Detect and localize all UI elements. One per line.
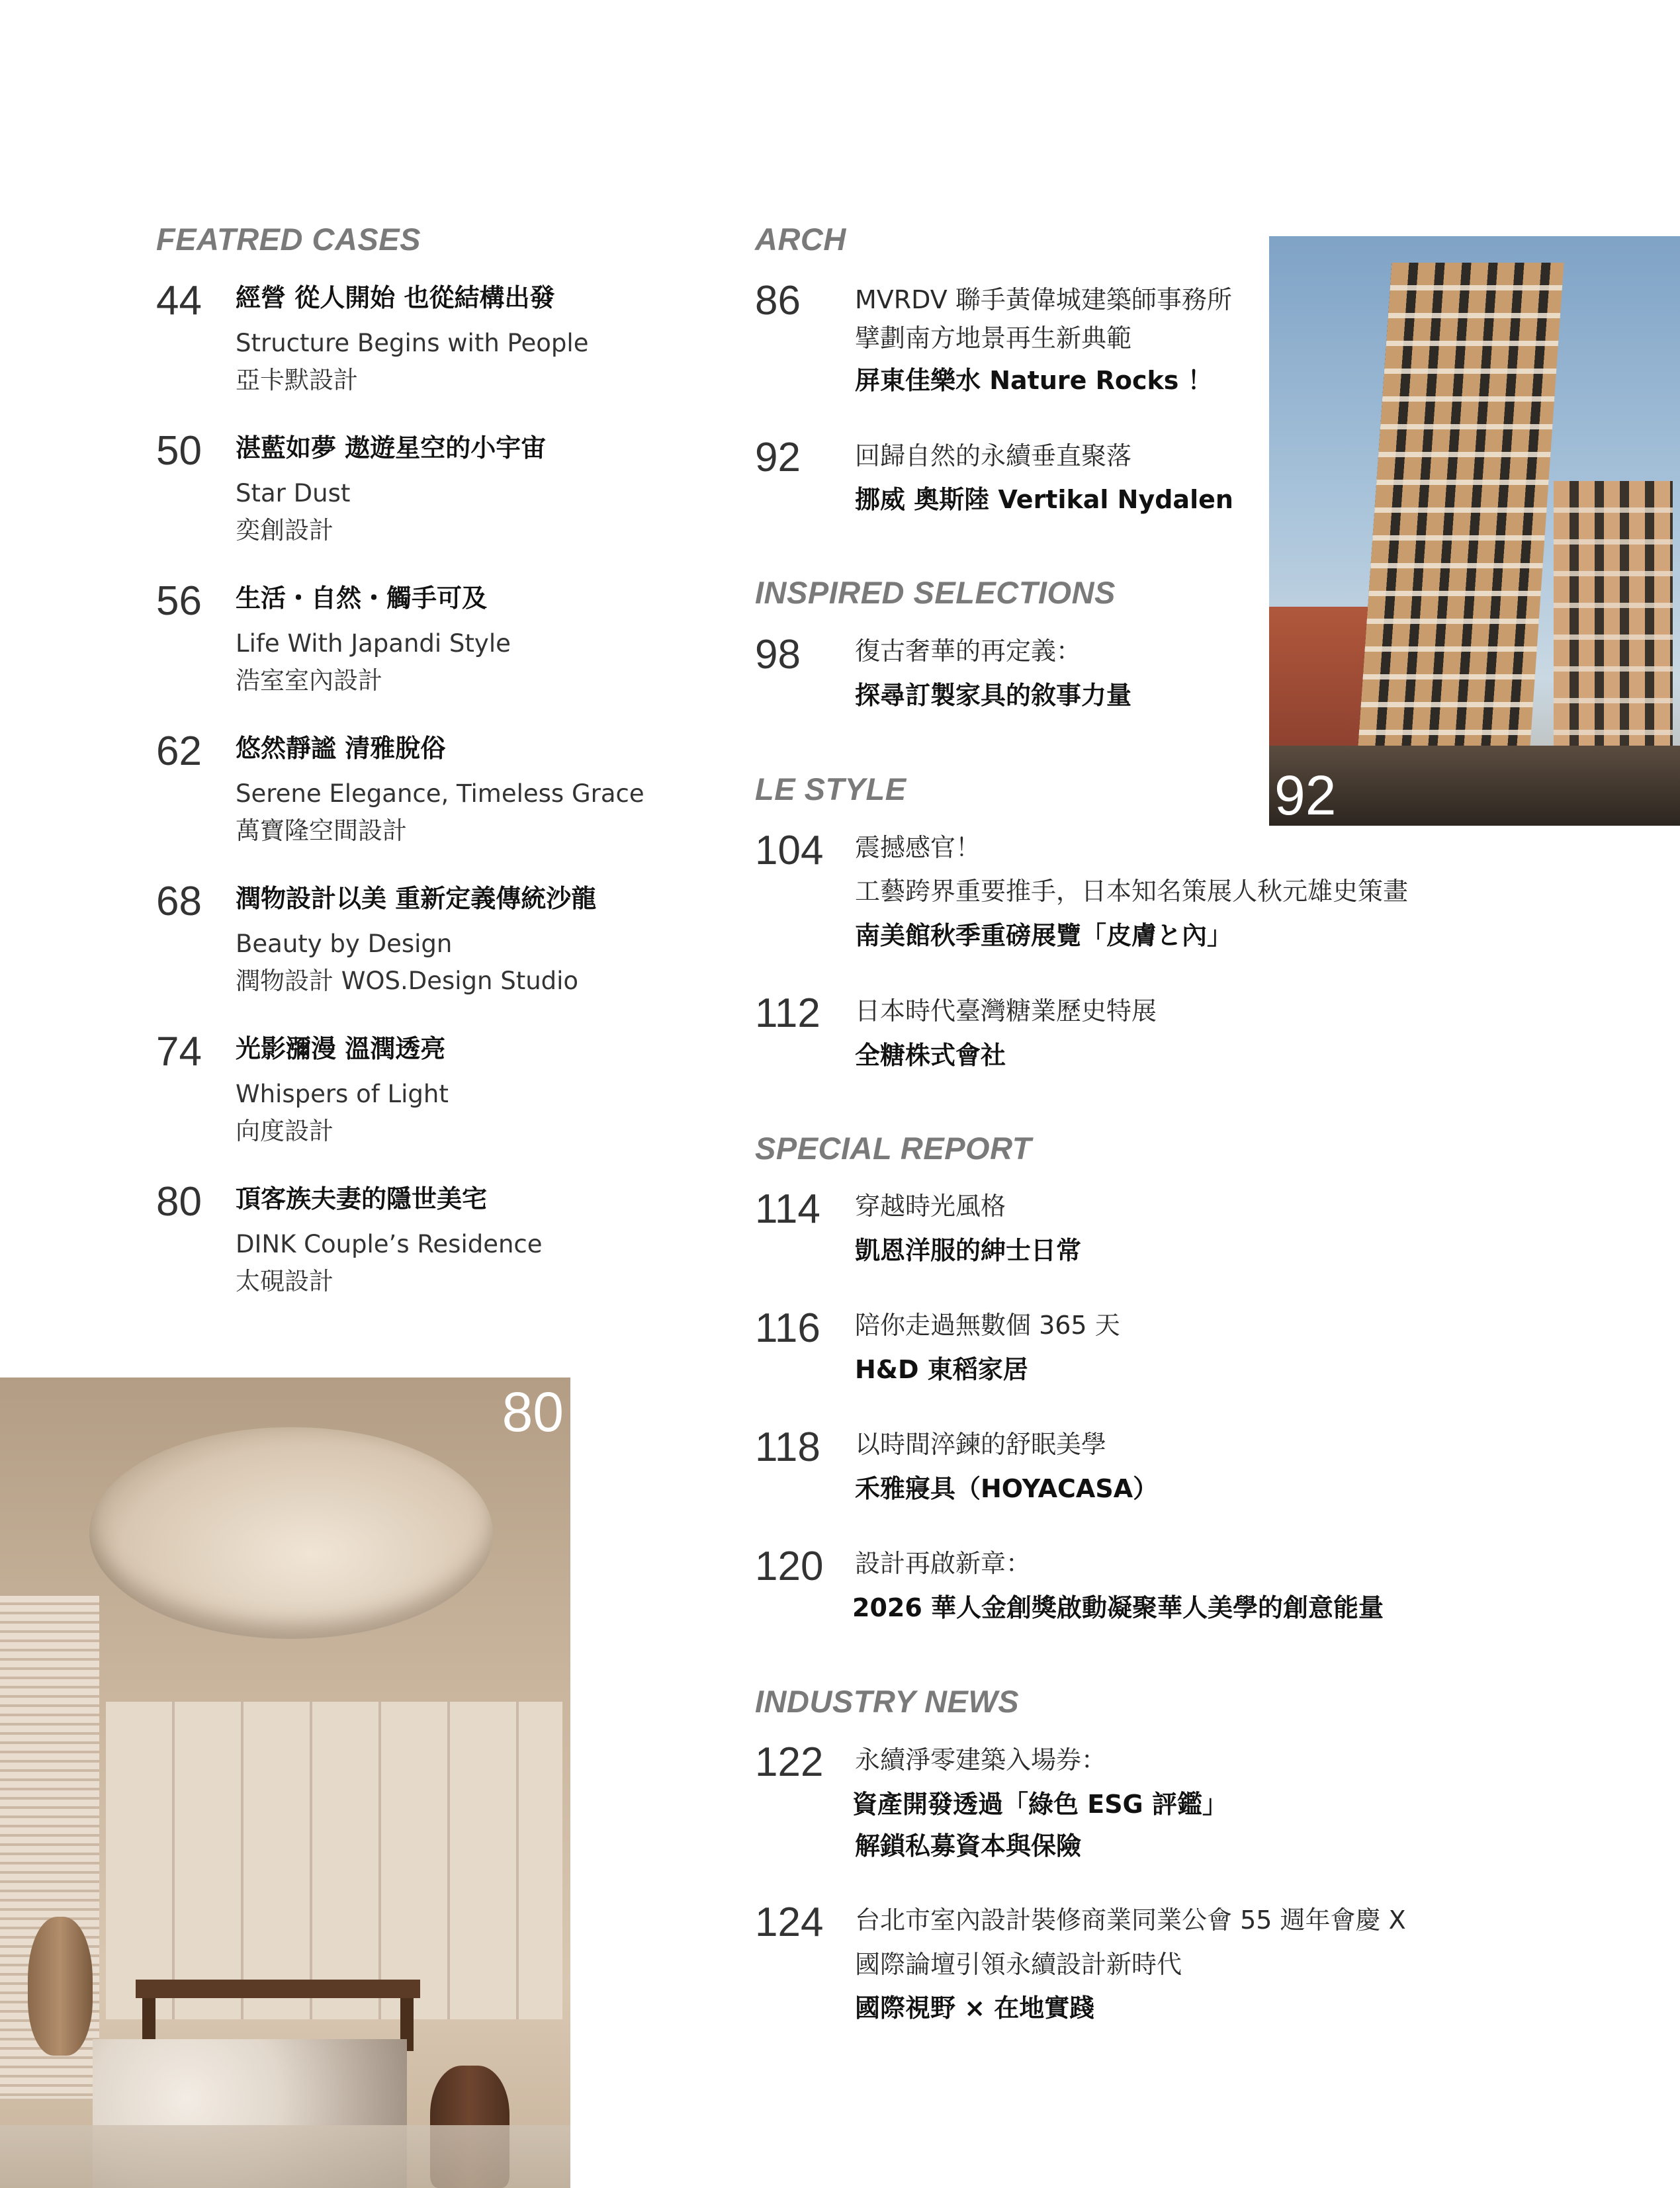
featured-en-62: Serene Elegance, Timeless Grace	[236, 779, 644, 808]
featured-studio-56: 浩室室內設計	[236, 666, 382, 695]
interior-photo	[0, 1378, 570, 2188]
featured-studio-80: 太硯設計	[236, 1267, 333, 1295]
section-industry-title: INDUSTRY NEWS	[755, 1684, 1020, 1719]
arch-92-line1[interactable]: 回歸自然的永續垂直聚落	[855, 441, 1132, 470]
special-114-line2: 凱恩洋服的紳士日常	[855, 1236, 1082, 1265]
featured-en-44: Structure Begins with People	[236, 329, 589, 357]
industry-124-line2: 國際論壇引領永續設計新時代	[855, 1950, 1182, 1979]
featured-en-56: Life With Japandi Style	[236, 629, 511, 658]
featured-studio-50: 奕創設計	[236, 516, 333, 545]
section-arch-title: ARCH	[755, 222, 846, 257]
featured-page-50[interactable]: 50	[156, 428, 202, 474]
industry-page-122[interactable]: 122	[755, 1739, 824, 1785]
special-page-116[interactable]: 116	[755, 1305, 820, 1351]
featured-page-62[interactable]: 62	[156, 728, 202, 774]
inspired-98-line2: 探尋訂製家具的敘事力量	[855, 681, 1132, 710]
lestyle-page-104[interactable]: 104	[755, 828, 824, 873]
featured-en-80: DINK Couple’s Residence	[236, 1230, 543, 1258]
special-page-120[interactable]: 120	[755, 1544, 824, 1589]
lestyle-page-112[interactable]: 112	[755, 990, 820, 1036]
arch-page-92[interactable]: 92	[755, 435, 801, 480]
interior-photo-page-badge: 80	[502, 1381, 564, 1443]
section-inspired-title: INSPIRED SELECTIONS	[755, 575, 1116, 610]
industry-122-line1[interactable]: 永續淨零建築入場券：	[855, 1745, 1107, 1774]
inspired-98-line1[interactable]: 復古奢華的再定義：	[855, 636, 1082, 666]
featured-studio-62: 萬寶隆空間設計	[236, 816, 407, 845]
special-116-line2: H&D 東稻家居	[855, 1355, 1028, 1384]
industry-124-line3: 國際視野 × 在地實踐	[855, 1993, 1095, 2023]
lestyle-104-line2: 工藝跨界重要推手，日本知名策展人秋元雄史策畫	[855, 877, 1409, 906]
special-116-line1[interactable]: 陪你走過無數個 365 天	[855, 1311, 1120, 1340]
lestyle-104-line3: 南美館秋季重磅展覽「皮膚と內」	[855, 921, 1233, 950]
ceramic-vase	[28, 1917, 93, 2056]
featured-page-44[interactable]: 44	[156, 278, 202, 324]
special-118-line1[interactable]: 以時間淬鍊的舒眠美學	[855, 1430, 1107, 1459]
featured-title-62[interactable]: 悠然靜謐 清雅脫俗	[236, 734, 446, 763]
featured-title-50[interactable]: 湛藍如夢 遨遊星空的小宇宙	[236, 433, 547, 462]
section-special-title: SPECIAL REPORT	[755, 1131, 1032, 1166]
industry-124-line1[interactable]: 台北市室內設計裝修商業同業公會 55 週年會慶 X	[855, 1905, 1406, 1935]
lestyle-112-line2: 全糖株式會社	[855, 1041, 1006, 1070]
featured-title-56[interactable]: 生活・自然・觸手可及	[236, 584, 488, 613]
featured-page-68[interactable]: 68	[156, 879, 202, 924]
featured-page-56[interactable]: 56	[156, 578, 202, 624]
arch-92-line2: 挪威 奧斯陸 Vertikal Nydalen	[855, 485, 1233, 514]
arch-86-line1[interactable]: MVRDV 聯手黃偉城建築師事務所	[855, 285, 1232, 314]
building-photo-page-badge: 92	[1274, 764, 1337, 826]
lestyle-104-line1[interactable]: 震撼感官！	[855, 833, 981, 862]
featured-page-74[interactable]: 74	[156, 1029, 202, 1074]
wooden-bench	[136, 1980, 420, 1998]
special-120-line1[interactable]: 設計再啟新章：	[855, 1549, 1032, 1578]
wall-cabinet	[106, 1702, 562, 2019]
arch-page-86[interactable]: 86	[755, 278, 801, 324]
featured-page-80[interactable]: 80	[156, 1179, 202, 1225]
special-page-118[interactable]: 118	[755, 1424, 820, 1470]
special-114-line1[interactable]: 穿越時光風格	[855, 1192, 1006, 1221]
featured-studio-74: 向度設計	[236, 1117, 333, 1145]
arch-86-line3: 屏東佳樂水 Nature Rocks ！	[855, 366, 1213, 395]
featured-title-74[interactable]: 光影瀰漫 溫潤透亮	[236, 1034, 446, 1063]
side-tower	[1554, 481, 1673, 746]
industry-page-124[interactable]: 124	[755, 1900, 824, 1945]
section-featured-title: FEATRED CASES	[156, 222, 421, 257]
featured-title-80[interactable]: 頂客族夫妻的隱世美宅	[236, 1184, 488, 1213]
rug	[0, 2125, 570, 2188]
stacked-tower	[1358, 263, 1564, 746]
featured-en-68: Beauty by Design	[236, 930, 453, 958]
featured-studio-44: 亞卡默設計	[236, 366, 358, 394]
featured-title-44[interactable]: 經營 從人開始 也從結構出發	[236, 283, 555, 312]
ceiling-skylight	[89, 1427, 493, 1639]
inspired-page-98[interactable]: 98	[755, 632, 801, 678]
featured-en-50: Star Dust	[236, 479, 351, 507]
featured-en-74: Whispers of Light	[236, 1080, 449, 1108]
special-120-line2: 2026 華人金創獎啟動凝聚華人美學的創意能量	[852, 1593, 1384, 1622]
section-lestyle-title: LE STYLE	[755, 771, 906, 807]
arch-86-line2: 擘劃南方地景再生新典範	[855, 324, 1132, 353]
industry-122-line3: 解鎖私募資本與保險	[855, 1831, 1082, 1860]
industry-122-line2: 資產開發透過「綠色 ESG 評鑑」	[852, 1790, 1227, 1819]
featured-title-68[interactable]: 潤物設計以美 重新定義傳統沙龍	[236, 884, 597, 913]
lestyle-112-line1[interactable]: 日本時代臺灣糖業歷史特展	[855, 996, 1157, 1026]
featured-studio-68: 潤物設計 WOS.Design Studio	[236, 967, 579, 995]
special-118-line2: 禾雅寢具（HOYACASA）	[855, 1474, 1159, 1503]
special-page-114[interactable]: 114	[755, 1186, 820, 1232]
building-photo	[1269, 236, 1680, 826]
